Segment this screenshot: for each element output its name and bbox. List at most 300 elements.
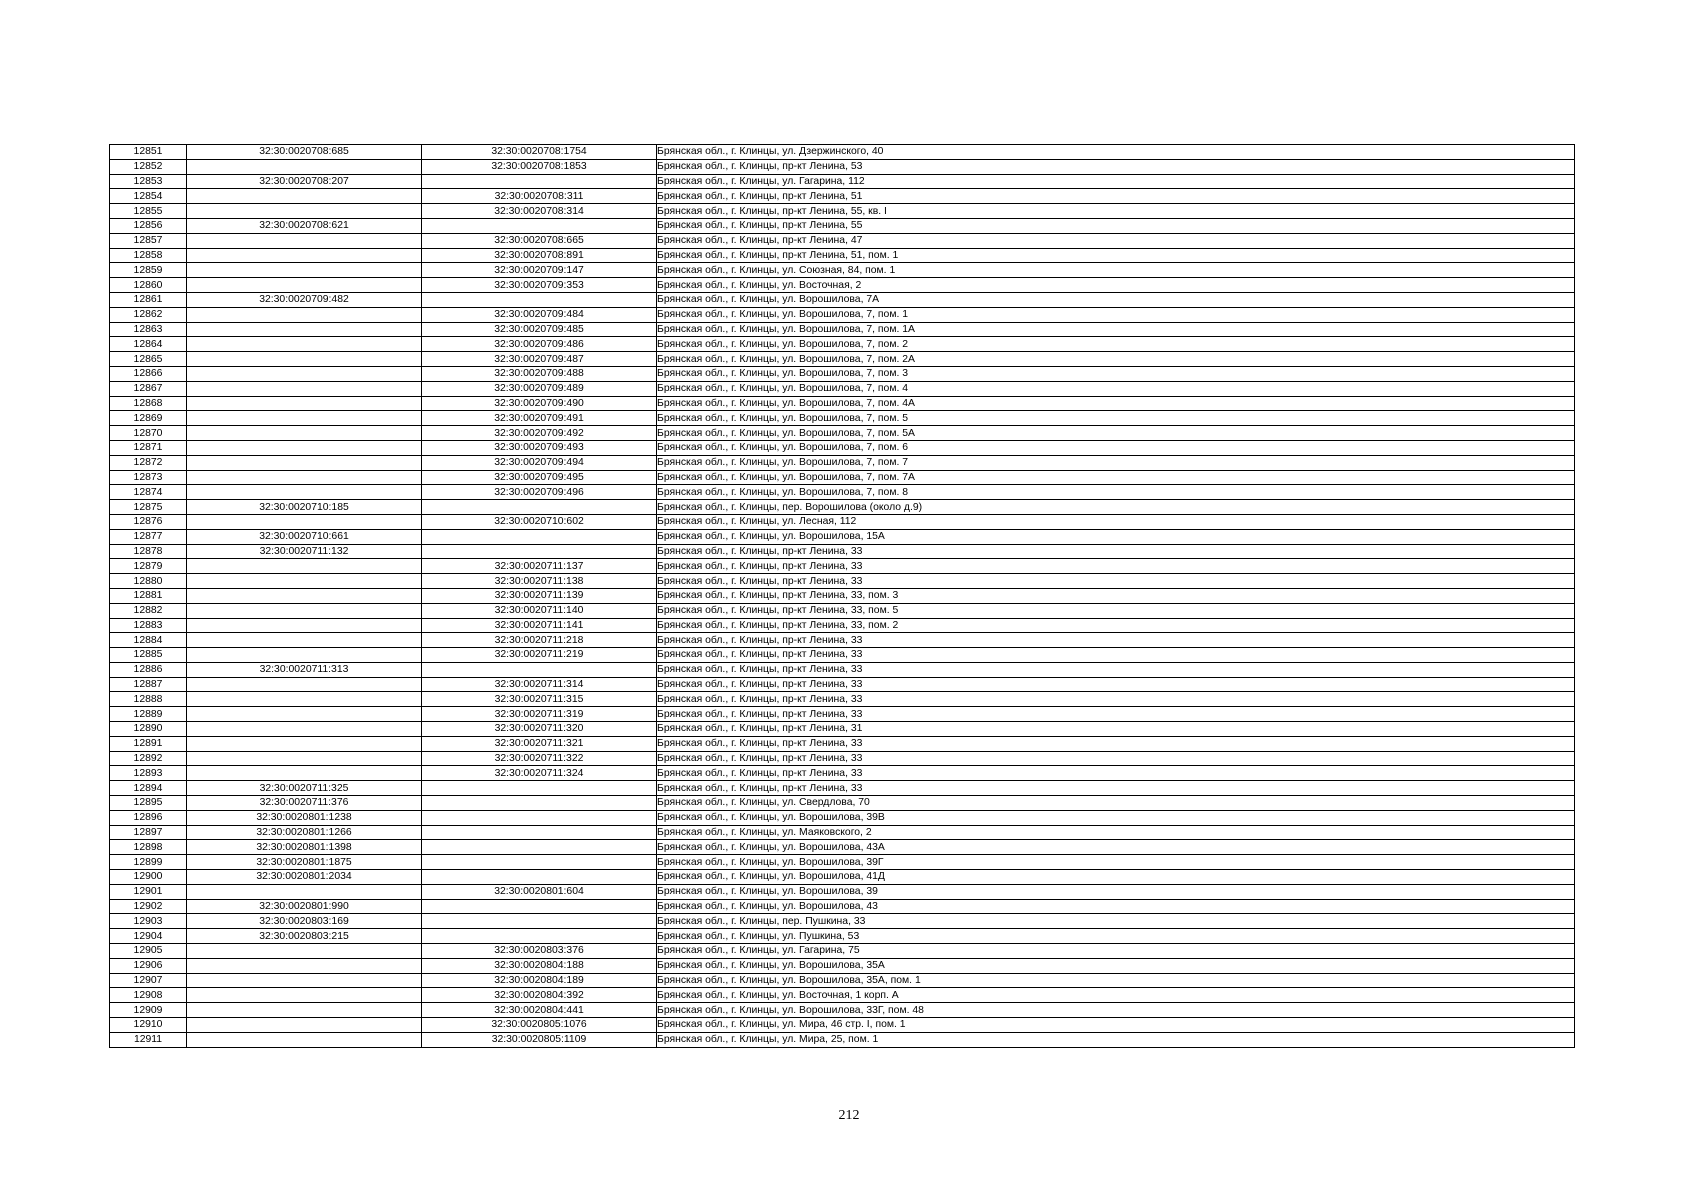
address-cell: Брянская обл., г. Клинцы, ул. Мира, 25, пом. 1 bbox=[657, 1032, 1575, 1047]
table-row bbox=[110, 722, 1575, 737]
cadastral-number-cell: 32:30:0020711:315 bbox=[422, 692, 657, 707]
table-row bbox=[110, 248, 1575, 263]
address-cell: Брянская обл., г. Клинцы, ул. Ворошилова, 7, пом. 3 bbox=[657, 366, 1575, 381]
address-cell: Брянская обл., г. Клинцы, ул. Ворошилова, 7, пом. 2А bbox=[657, 352, 1575, 367]
row-number-cell: 12864 bbox=[110, 337, 187, 352]
parent-cadastral-number-cell: 32:30:0020709:482 bbox=[187, 292, 422, 307]
address-cell: Брянская обл., г. Клинцы, пр-кт Ленина, 51, пом. 1 bbox=[657, 248, 1575, 263]
table-row bbox=[110, 174, 1575, 189]
cadastral-number-cell: 32:30:0020709:489 bbox=[422, 381, 657, 396]
table-row bbox=[110, 751, 1575, 766]
address-cell: Брянская обл., г. Клинцы, ул. Ворошилова, 7, пом. 1А bbox=[657, 322, 1575, 337]
address-cell: Брянская обл., г. Клинцы, пер. Ворошилова (около д.9) bbox=[657, 500, 1575, 515]
address-cell: Брянская обл., г. Клинцы, пр-кт Ленина, 31 bbox=[657, 722, 1575, 737]
address-cell: Брянская обл., г. Клинцы, ул. Ворошилова, 7, пом. 6 bbox=[657, 440, 1575, 455]
table-row bbox=[110, 929, 1575, 944]
address-cell: Брянская обл., г. Клинцы, ул. Ворошилова, 7, пом. 5А bbox=[657, 426, 1575, 441]
cadastral-number-cell: 32:30:0020709:495 bbox=[422, 470, 657, 485]
parent-cadastral-number-cell: 32:30:0020801:1398 bbox=[187, 840, 422, 855]
cadastral-number-cell bbox=[422, 825, 657, 840]
parent-cadastral-number-cell bbox=[187, 278, 422, 293]
row-number-cell: 12853 bbox=[110, 174, 187, 189]
address-cell: Брянская обл., г. Клинцы, пр-кт Ленина, 33 bbox=[657, 544, 1575, 559]
parent-cadastral-number-cell bbox=[187, 470, 422, 485]
cadastral-number-cell: 32:30:0020711:218 bbox=[422, 633, 657, 648]
table-row bbox=[110, 648, 1575, 663]
cadastral-number-cell: 32:30:0020711:138 bbox=[422, 574, 657, 589]
row-number-cell: 12902 bbox=[110, 899, 187, 914]
row-number-cell: 12860 bbox=[110, 278, 187, 293]
address-cell: Брянская обл., г. Клинцы, пр-кт Ленина, 51 bbox=[657, 189, 1575, 204]
parent-cadastral-number-cell bbox=[187, 677, 422, 692]
table-row bbox=[110, 662, 1575, 677]
parent-cadastral-number-cell bbox=[187, 973, 422, 988]
parent-cadastral-number-cell bbox=[187, 988, 422, 1003]
table-row bbox=[110, 544, 1575, 559]
table-row bbox=[110, 455, 1575, 470]
parent-cadastral-number-cell: 32:30:0020710:185 bbox=[187, 500, 422, 515]
address-cell: Брянская обл., г. Клинцы, пр-кт Ленина, 33 bbox=[657, 781, 1575, 796]
cadastral-number-cell: 32:30:0020711:321 bbox=[422, 736, 657, 751]
row-number-cell: 12888 bbox=[110, 692, 187, 707]
row-number-cell: 12883 bbox=[110, 618, 187, 633]
row-number-cell: 12872 bbox=[110, 455, 187, 470]
row-number-cell: 12887 bbox=[110, 677, 187, 692]
parent-cadastral-number-cell bbox=[187, 411, 422, 426]
parent-cadastral-number-cell: 32:30:0020801:2034 bbox=[187, 870, 422, 885]
row-number-cell: 12861 bbox=[110, 292, 187, 307]
table-row bbox=[110, 263, 1575, 278]
cadastral-number-cell: 32:30:0020709:496 bbox=[422, 485, 657, 500]
address-cell: Брянская обл., г. Клинцы, ул. Ворошилова, 39 bbox=[657, 884, 1575, 899]
row-number-cell: 12851 bbox=[110, 145, 187, 160]
cadastral-number-cell: 32:30:0020708:314 bbox=[422, 204, 657, 219]
table-row bbox=[110, 337, 1575, 352]
parent-cadastral-number-cell bbox=[187, 559, 422, 574]
row-number-cell: 12874 bbox=[110, 485, 187, 500]
table-row bbox=[110, 307, 1575, 322]
parent-cadastral-number-cell bbox=[187, 514, 422, 529]
address-cell: Брянская обл., г. Клинцы, пр-кт Ленина, 33 bbox=[657, 559, 1575, 574]
cadastral-number-cell: 32:30:0020711:137 bbox=[422, 559, 657, 574]
parent-cadastral-number-cell bbox=[187, 204, 422, 219]
parent-cadastral-number-cell bbox=[187, 159, 422, 174]
row-number-cell: 12908 bbox=[110, 988, 187, 1003]
table-row bbox=[110, 1003, 1575, 1018]
address-cell: Брянская обл., г. Клинцы, ул. Восточная, 1 корп. А bbox=[657, 988, 1575, 1003]
row-number-cell: 12905 bbox=[110, 944, 187, 959]
row-number-cell: 12897 bbox=[110, 825, 187, 840]
row-number-cell: 12890 bbox=[110, 722, 187, 737]
table-row bbox=[110, 855, 1575, 870]
cadastral-number-cell bbox=[422, 855, 657, 870]
parent-cadastral-number-cell bbox=[187, 588, 422, 603]
cadastral-number-cell: 32:30:0020710:602 bbox=[422, 514, 657, 529]
address-cell: Брянская обл., г. Клинцы, пр-кт Ленина, 33 bbox=[657, 677, 1575, 692]
address-cell: Брянская обл., г. Клинцы, пр-кт Ленина, 33, пом. 3 bbox=[657, 588, 1575, 603]
cadastral-number-cell: 32:30:0020711:319 bbox=[422, 707, 657, 722]
parent-cadastral-number-cell bbox=[187, 307, 422, 322]
cadastral-number-cell: 32:30:0020804:392 bbox=[422, 988, 657, 1003]
parent-cadastral-number-cell bbox=[187, 618, 422, 633]
cadastral-number-cell bbox=[422, 500, 657, 515]
address-cell: Брянская обл., г. Клинцы, пр-кт Ленина, 33 bbox=[657, 574, 1575, 589]
row-number-cell: 12885 bbox=[110, 648, 187, 663]
cadastral-number-cell bbox=[422, 914, 657, 929]
row-number-cell: 12903 bbox=[110, 914, 187, 929]
parent-cadastral-number-cell: 32:30:0020803:215 bbox=[187, 929, 422, 944]
cadastral-number-cell bbox=[422, 840, 657, 855]
address-cell: Брянская обл., г. Клинцы, ул. Ворошилова, 43 bbox=[657, 899, 1575, 914]
table-row bbox=[110, 973, 1575, 988]
cadastral-number-cell bbox=[422, 781, 657, 796]
cadastral-number-cell: 32:30:0020708:1853 bbox=[422, 159, 657, 174]
row-number-cell: 12857 bbox=[110, 233, 187, 248]
table-row bbox=[110, 1018, 1575, 1033]
cadastral-number-cell: 32:30:0020801:604 bbox=[422, 884, 657, 899]
cadastral-number-cell: 32:30:0020711:140 bbox=[422, 603, 657, 618]
address-cell: Брянская обл., г. Клинцы, ул. Свердлова, 70 bbox=[657, 796, 1575, 811]
table-row bbox=[110, 944, 1575, 959]
address-cell: Брянская обл., г. Клинцы, пр-кт Ленина, 33 bbox=[657, 662, 1575, 677]
row-number-cell: 12889 bbox=[110, 707, 187, 722]
row-number-cell: 12891 bbox=[110, 736, 187, 751]
parent-cadastral-number-cell bbox=[187, 884, 422, 899]
parent-cadastral-number-cell bbox=[187, 485, 422, 500]
address-cell: Брянская обл., г. Клинцы, пр-кт Ленина, 33 bbox=[657, 692, 1575, 707]
row-number-cell: 12892 bbox=[110, 751, 187, 766]
parent-cadastral-number-cell bbox=[187, 352, 422, 367]
table-row bbox=[110, 278, 1575, 293]
address-cell: Брянская обл., г. Клинцы, пр-кт Ленина, 33 bbox=[657, 736, 1575, 751]
row-number-cell: 12893 bbox=[110, 766, 187, 781]
table-row bbox=[110, 559, 1575, 574]
cadastral-number-cell: 32:30:0020711:139 bbox=[422, 588, 657, 603]
row-number-cell: 12863 bbox=[110, 322, 187, 337]
registry-table bbox=[109, 144, 1575, 1048]
row-number-cell: 12854 bbox=[110, 189, 187, 204]
cadastral-number-cell: 32:30:0020709:493 bbox=[422, 440, 657, 455]
parent-cadastral-number-cell: 32:30:0020708:207 bbox=[187, 174, 422, 189]
address-cell: Брянская обл., г. Клинцы, пр-кт Ленина, 33 bbox=[657, 751, 1575, 766]
row-number-cell: 12862 bbox=[110, 307, 187, 322]
table-row bbox=[110, 159, 1575, 174]
address-cell: Брянская обл., г. Клинцы, ул. Маяковского, 2 bbox=[657, 825, 1575, 840]
address-cell: Брянская обл., г. Клинцы, пер. Пушкина, 33 bbox=[657, 914, 1575, 929]
parent-cadastral-number-cell: 32:30:0020801:1875 bbox=[187, 855, 422, 870]
address-cell: Брянская обл., г. Клинцы, ул. Ворошилова, 7, пом. 1 bbox=[657, 307, 1575, 322]
parent-cadastral-number-cell bbox=[187, 366, 422, 381]
address-cell: Брянская обл., г. Клинцы, пр-кт Ленина, 33 bbox=[657, 633, 1575, 648]
table-row bbox=[110, 485, 1575, 500]
cadastral-number-cell: 32:30:0020708:665 bbox=[422, 233, 657, 248]
row-number-cell: 12900 bbox=[110, 870, 187, 885]
parent-cadastral-number-cell bbox=[187, 648, 422, 663]
row-number-cell: 12867 bbox=[110, 381, 187, 396]
cadastral-number-cell: 32:30:0020805:1076 bbox=[422, 1018, 657, 1033]
cadastral-number-cell: 32:30:0020711:219 bbox=[422, 648, 657, 663]
cadastral-number-cell bbox=[422, 544, 657, 559]
cadastral-number-cell: 32:30:0020709:488 bbox=[422, 366, 657, 381]
parent-cadastral-number-cell: 32:30:0020710:661 bbox=[187, 529, 422, 544]
cadastral-number-cell: 32:30:0020708:311 bbox=[422, 189, 657, 204]
table-row bbox=[110, 825, 1575, 840]
address-cell: Брянская обл., г. Клинцы, ул. Ворошилова, 39Г bbox=[657, 855, 1575, 870]
cadastral-number-cell bbox=[422, 796, 657, 811]
registry-table-body bbox=[110, 145, 1575, 1048]
table-row bbox=[110, 766, 1575, 781]
cadastral-number-cell: 32:30:0020804:441 bbox=[422, 1003, 657, 1018]
parent-cadastral-number-cell: 32:30:0020803:169 bbox=[187, 914, 422, 929]
address-cell: Брянская обл., г. Клинцы, ул. Ворошилова, 7, пом. 8 bbox=[657, 485, 1575, 500]
parent-cadastral-number-cell: 32:30:0020708:621 bbox=[187, 218, 422, 233]
table-row bbox=[110, 603, 1575, 618]
parent-cadastral-number-cell: 32:30:0020711:376 bbox=[187, 796, 422, 811]
table-row bbox=[110, 958, 1575, 973]
cadastral-number-cell: 32:30:0020709:491 bbox=[422, 411, 657, 426]
cadastral-number-cell: 32:30:0020711:322 bbox=[422, 751, 657, 766]
cadastral-number-cell: 32:30:0020708:1754 bbox=[422, 145, 657, 160]
table-row bbox=[110, 810, 1575, 825]
table-row bbox=[110, 233, 1575, 248]
table-row bbox=[110, 1032, 1575, 1047]
table-row bbox=[110, 440, 1575, 455]
cadastral-number-cell: 32:30:0020709:353 bbox=[422, 278, 657, 293]
address-cell: Брянская обл., г. Клинцы, пр-кт Ленина, 33 bbox=[657, 707, 1575, 722]
row-number-cell: 12895 bbox=[110, 796, 187, 811]
parent-cadastral-number-cell bbox=[187, 736, 422, 751]
row-number-cell: 12880 bbox=[110, 574, 187, 589]
row-number-cell: 12856 bbox=[110, 218, 187, 233]
address-cell: Брянская обл., г. Клинцы, пр-кт Ленина, 33 bbox=[657, 648, 1575, 663]
parent-cadastral-number-cell: 32:30:0020711:132 bbox=[187, 544, 422, 559]
row-number-cell: 12901 bbox=[110, 884, 187, 899]
cadastral-number-cell: 32:30:0020709:490 bbox=[422, 396, 657, 411]
table-row bbox=[110, 514, 1575, 529]
cadastral-number-cell: 32:30:0020709:485 bbox=[422, 322, 657, 337]
parent-cadastral-number-cell: 32:30:0020711:313 bbox=[187, 662, 422, 677]
address-cell: Брянская обл., г. Клинцы, ул. Гагарина, 112 bbox=[657, 174, 1575, 189]
cadastral-number-cell: 32:30:0020804:189 bbox=[422, 973, 657, 988]
parent-cadastral-number-cell bbox=[187, 1032, 422, 1047]
address-cell: Брянская обл., г. Клинцы, ул. Восточная, 2 bbox=[657, 278, 1575, 293]
row-number-cell: 12910 bbox=[110, 1018, 187, 1033]
table-row bbox=[110, 988, 1575, 1003]
address-cell: Брянская обл., г. Клинцы, ул. Ворошилова, 7, пом. 4А bbox=[657, 396, 1575, 411]
row-number-cell: 12866 bbox=[110, 366, 187, 381]
address-cell: Брянская обл., г. Клинцы, пр-кт Ленина, 47 bbox=[657, 233, 1575, 248]
row-number-cell: 12894 bbox=[110, 781, 187, 796]
table-row bbox=[110, 870, 1575, 885]
cadastral-number-cell: 32:30:0020709:492 bbox=[422, 426, 657, 441]
parent-cadastral-number-cell bbox=[187, 440, 422, 455]
table-row bbox=[110, 189, 1575, 204]
parent-cadastral-number-cell bbox=[187, 263, 422, 278]
table-row bbox=[110, 500, 1575, 515]
cadastral-number-cell: 32:30:0020804:188 bbox=[422, 958, 657, 973]
row-number-cell: 12859 bbox=[110, 263, 187, 278]
table-row bbox=[110, 529, 1575, 544]
parent-cadastral-number-cell bbox=[187, 722, 422, 737]
table-row bbox=[110, 411, 1575, 426]
table-row bbox=[110, 677, 1575, 692]
cadastral-number-cell bbox=[422, 529, 657, 544]
address-cell: Брянская обл., г. Клинцы, ул. Ворошилова, 35А bbox=[657, 958, 1575, 973]
parent-cadastral-number-cell bbox=[187, 337, 422, 352]
cadastral-number-cell: 32:30:0020711:320 bbox=[422, 722, 657, 737]
table-row bbox=[110, 352, 1575, 367]
address-cell: Брянская обл., г. Клинцы, ул. Ворошилова, 33Г, пом. 48 bbox=[657, 1003, 1575, 1018]
row-number-cell: 12879 bbox=[110, 559, 187, 574]
address-cell: Брянская обл., г. Клинцы, пр-кт Ленина, 33, пом. 5 bbox=[657, 603, 1575, 618]
parent-cadastral-number-cell: 32:30:0020708:685 bbox=[187, 145, 422, 160]
row-number-cell: 12886 bbox=[110, 662, 187, 677]
table-row bbox=[110, 796, 1575, 811]
row-number-cell: 12858 bbox=[110, 248, 187, 263]
table-row bbox=[110, 292, 1575, 307]
row-number-cell: 12898 bbox=[110, 840, 187, 855]
cadastral-number-cell: 32:30:0020711:324 bbox=[422, 766, 657, 781]
cadastral-number-cell bbox=[422, 870, 657, 885]
parent-cadastral-number-cell bbox=[187, 633, 422, 648]
table-row bbox=[110, 707, 1575, 722]
address-cell: Брянская обл., г. Клинцы, пр-кт Ленина, 33 bbox=[657, 766, 1575, 781]
table-row bbox=[110, 145, 1575, 160]
row-number-cell: 12899 bbox=[110, 855, 187, 870]
parent-cadastral-number-cell: 32:30:0020801:1238 bbox=[187, 810, 422, 825]
table-row bbox=[110, 914, 1575, 929]
row-number-cell: 12876 bbox=[110, 514, 187, 529]
row-number-cell: 12868 bbox=[110, 396, 187, 411]
table-row bbox=[110, 633, 1575, 648]
address-cell: Брянская обл., г. Клинцы, пр-кт Ленина, 53 bbox=[657, 159, 1575, 174]
row-number-cell: 12871 bbox=[110, 440, 187, 455]
address-cell: Брянская обл., г. Клинцы, пр-кт Ленина, 33, пом. 2 bbox=[657, 618, 1575, 633]
parent-cadastral-number-cell bbox=[187, 692, 422, 707]
table-row bbox=[110, 426, 1575, 441]
parent-cadastral-number-cell bbox=[187, 1003, 422, 1018]
row-number-cell: 12855 bbox=[110, 204, 187, 219]
address-cell: Брянская обл., г. Клинцы, ул. Ворошилова, 7А bbox=[657, 292, 1575, 307]
cadastral-number-cell: 32:30:0020709:494 bbox=[422, 455, 657, 470]
address-cell: Брянская обл., г. Клинцы, ул. Дзержинского, 40 bbox=[657, 145, 1575, 160]
row-number-cell: 12904 bbox=[110, 929, 187, 944]
parent-cadastral-number-cell bbox=[187, 766, 422, 781]
cadastral-number-cell bbox=[422, 174, 657, 189]
address-cell: Брянская обл., г. Клинцы, пр-кт Ленина, 55, кв. I bbox=[657, 204, 1575, 219]
table-row bbox=[110, 396, 1575, 411]
cadastral-number-cell: 32:30:0020709:487 bbox=[422, 352, 657, 367]
address-cell: Брянская обл., г. Клинцы, ул. Ворошилова, 35А, пом. 1 bbox=[657, 973, 1575, 988]
row-number-cell: 12911 bbox=[110, 1032, 187, 1047]
parent-cadastral-number-cell bbox=[187, 381, 422, 396]
cadastral-number-cell: 32:30:0020803:376 bbox=[422, 944, 657, 959]
cadastral-number-cell: 32:30:0020709:486 bbox=[422, 337, 657, 352]
row-number-cell: 12865 bbox=[110, 352, 187, 367]
table-row bbox=[110, 840, 1575, 855]
row-number-cell: 12869 bbox=[110, 411, 187, 426]
parent-cadastral-number-cell bbox=[187, 189, 422, 204]
table-row bbox=[110, 692, 1575, 707]
row-number-cell: 12909 bbox=[110, 1003, 187, 1018]
parent-cadastral-number-cell bbox=[187, 751, 422, 766]
address-cell: Брянская обл., г. Клинцы, пр-кт Ленина, 55 bbox=[657, 218, 1575, 233]
cadastral-number-cell: 32:30:0020709:147 bbox=[422, 263, 657, 278]
table-row bbox=[110, 574, 1575, 589]
row-number-cell: 12852 bbox=[110, 159, 187, 174]
table-row bbox=[110, 781, 1575, 796]
row-number-cell: 12884 bbox=[110, 633, 187, 648]
cadastral-number-cell bbox=[422, 929, 657, 944]
cadastral-number-cell bbox=[422, 810, 657, 825]
row-number-cell: 12881 bbox=[110, 588, 187, 603]
cadastral-number-cell: 32:30:0020708:891 bbox=[422, 248, 657, 263]
table-row bbox=[110, 322, 1575, 337]
parent-cadastral-number-cell bbox=[187, 603, 422, 618]
parent-cadastral-number-cell bbox=[187, 426, 422, 441]
cadastral-number-cell: 32:30:0020805:1109 bbox=[422, 1032, 657, 1047]
table-row bbox=[110, 736, 1575, 751]
row-number-cell: 12873 bbox=[110, 470, 187, 485]
cadastral-number-cell bbox=[422, 662, 657, 677]
address-cell: Брянская обл., г. Клинцы, ул. Гагарина, 75 bbox=[657, 944, 1575, 959]
parent-cadastral-number-cell bbox=[187, 396, 422, 411]
parent-cadastral-number-cell bbox=[187, 233, 422, 248]
parent-cadastral-number-cell bbox=[187, 455, 422, 470]
parent-cadastral-number-cell: 32:30:0020711:325 bbox=[187, 781, 422, 796]
row-number-cell: 12875 bbox=[110, 500, 187, 515]
row-number-cell: 12877 bbox=[110, 529, 187, 544]
table-row bbox=[110, 884, 1575, 899]
table-row bbox=[110, 218, 1575, 233]
cadastral-number-cell: 32:30:0020711:314 bbox=[422, 677, 657, 692]
table-row bbox=[110, 381, 1575, 396]
parent-cadastral-number-cell bbox=[187, 322, 422, 337]
row-number-cell: 12906 bbox=[110, 958, 187, 973]
address-cell: Брянская обл., г. Клинцы, ул. Ворошилова, 7, пом. 4 bbox=[657, 381, 1575, 396]
cadastral-number-cell bbox=[422, 218, 657, 233]
address-cell: Брянская обл., г. Клинцы, ул. Союзная, 84, пом. 1 bbox=[657, 263, 1575, 278]
row-number-cell: 12882 bbox=[110, 603, 187, 618]
address-cell: Брянская обл., г. Клинцы, ул. Ворошилова, 15А bbox=[657, 529, 1575, 544]
address-cell: Брянская обл., г. Клинцы, ул. Пушкина, 53 bbox=[657, 929, 1575, 944]
cadastral-number-cell bbox=[422, 899, 657, 914]
address-cell: Брянская обл., г. Клинцы, ул. Мира, 46 стр. I, пом. 1 bbox=[657, 1018, 1575, 1033]
address-cell: Брянская обл., г. Клинцы, ул. Ворошилова, 39В bbox=[657, 810, 1575, 825]
address-cell: Брянская обл., г. Клинцы, ул. Ворошилова, 7, пом. 2 bbox=[657, 337, 1575, 352]
parent-cadastral-number-cell bbox=[187, 958, 422, 973]
table-row bbox=[110, 366, 1575, 381]
row-number-cell: 12870 bbox=[110, 426, 187, 441]
parent-cadastral-number-cell bbox=[187, 1018, 422, 1033]
address-cell: Брянская обл., г. Клинцы, ул. Лесная, 112 bbox=[657, 514, 1575, 529]
table-row bbox=[110, 618, 1575, 633]
cadastral-number-cell bbox=[422, 292, 657, 307]
table-row bbox=[110, 588, 1575, 603]
row-number-cell: 12907 bbox=[110, 973, 187, 988]
table-row bbox=[110, 204, 1575, 219]
row-number-cell: 12878 bbox=[110, 544, 187, 559]
table-row bbox=[110, 470, 1575, 485]
parent-cadastral-number-cell bbox=[187, 248, 422, 263]
address-cell: Брянская обл., г. Клинцы, ул. Ворошилова, 7, пом. 7 bbox=[657, 455, 1575, 470]
parent-cadastral-number-cell bbox=[187, 574, 422, 589]
address-cell: Брянская обл., г. Клинцы, ул. Ворошилова, 41Д bbox=[657, 870, 1575, 885]
address-cell: Брянская обл., г. Клинцы, ул. Ворошилова, 7, пом. 5 bbox=[657, 411, 1575, 426]
parent-cadastral-number-cell bbox=[187, 944, 422, 959]
cadastral-number-cell: 32:30:0020709:484 bbox=[422, 307, 657, 322]
address-cell: Брянская обл., г. Клинцы, ул. Ворошилова, 7, пом. 7А bbox=[657, 470, 1575, 485]
